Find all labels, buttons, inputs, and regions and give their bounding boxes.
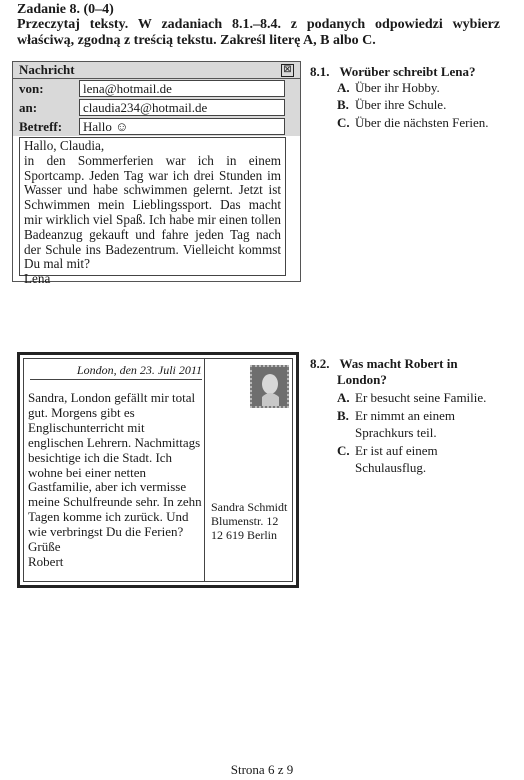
from-label: von:	[19, 81, 44, 96]
page-footer: Strona 6 z 9	[230, 762, 294, 777]
option-c[interactable]	[337, 442, 477, 476]
postcard-signature: Robert	[28, 553, 64, 569]
to-label: an:	[19, 100, 38, 115]
option-text: Er ist auf einem Schulausflug.	[355, 443, 438, 475]
option-a[interactable]	[337, 390, 517, 406]
option-text: Über die nächsten Ferien.	[355, 115, 489, 130]
email-text: in den Sommerferien war ich in einem Sportcamp. Jeden Tag war ich drei Stunden im Wasser und habe schwimmen gelernt. Jetzt ist Schwimmen mein Lieblingssport. Das macht mir wirklich viel Spaß. Ich habe mir einen tollen Badeanzug gekauft und fahre jeden Tag nach der Schule ins Badezentrum. Vielleicht kommst Du mal mit?	[24, 152, 281, 272]
email-signature: Lena	[24, 271, 51, 287]
postcard-inner	[23, 358, 293, 582]
email-window	[12, 61, 301, 287]
to-field[interactable]: claudia234@hotmail.de	[79, 99, 285, 116]
option-b[interactable]	[337, 97, 446, 113]
postcard-closing: Grüße	[28, 539, 61, 555]
option-text: Er nimmt an einem Sprachkurs teil.	[355, 408, 456, 440]
question-number: 8.2.	[310, 356, 330, 371]
question-text: Worüber schreibt Lena?	[339, 64, 476, 79]
option-b[interactable]	[337, 407, 477, 441]
option-text: Er besucht seine Familie.	[355, 390, 487, 405]
option-letter: A.	[337, 80, 350, 95]
email-body[interactable]	[19, 137, 286, 287]
option-letter: C.	[337, 115, 350, 130]
email-greeting: Hallo, Claudia,	[24, 138, 105, 153]
subject-label: Betreff:	[19, 119, 63, 134]
option-text: Über ihr Hobby.	[355, 80, 440, 95]
email-header	[13, 62, 300, 79]
option-letter: A.	[337, 390, 350, 405]
option-letter: B.	[337, 408, 349, 423]
task-title: Zadanie 8. (0–4)	[17, 2, 114, 17]
subject-field[interactable]: Hallo ☺	[79, 118, 285, 135]
option-letter: C.	[337, 443, 350, 458]
address-city: 12 619 Berlin	[211, 528, 277, 542]
postcard-divider	[204, 359, 205, 581]
close-icon[interactable]: ⊠	[281, 64, 294, 77]
question-text-line2: London?	[337, 372, 387, 387]
address-name: Sandra Schmidt	[211, 500, 288, 514]
postcard	[17, 352, 299, 588]
task-instruction: Przeczytaj teksty. W zadaniach 8.1.–8.4. z podanych odpowiedzi wybierz właściwą, zgodną z treścią tekstu. Zakreśl literę A, B albo C.	[17, 17, 500, 48]
stamp-icon	[250, 365, 289, 408]
queen-head-icon	[252, 367, 287, 406]
from-row	[13, 79, 300, 98]
question-text-line1: Was macht Robert in	[339, 356, 458, 371]
postcard-date: London, den 23. Juli 2011	[76, 363, 202, 377]
question-number: 8.1.	[310, 64, 330, 79]
option-letter: B.	[337, 97, 349, 112]
subject-row	[13, 117, 300, 136]
email-header-label: Nachricht	[19, 62, 75, 77]
date-underline	[30, 379, 202, 380]
option-a[interactable]	[337, 80, 440, 96]
question-8-2	[310, 355, 458, 373]
to-row	[13, 98, 300, 117]
option-text: Über ihre Schule.	[355, 97, 447, 112]
postcard-message	[28, 391, 202, 570]
option-c[interactable]	[337, 115, 489, 131]
from-field[interactable]: lena@hotmail.de	[79, 80, 285, 97]
address-street: Blumenstr. 12	[211, 514, 279, 528]
postcard-address	[211, 500, 287, 542]
postcard-body: Sandra, London gefällt mir total gut. Morgens gibt es Englischunterricht mit englischen Lehrern. Nachmittags besichtige ich die Stadt. Ich wohne bei einer netten Gastfamilie, aber ich vermisse meine Schulfreunde sehr. In zehn Tagen komme ich zurück. Und wie verbringst Du die Ferien?	[28, 390, 202, 540]
question-8-1	[310, 63, 476, 81]
